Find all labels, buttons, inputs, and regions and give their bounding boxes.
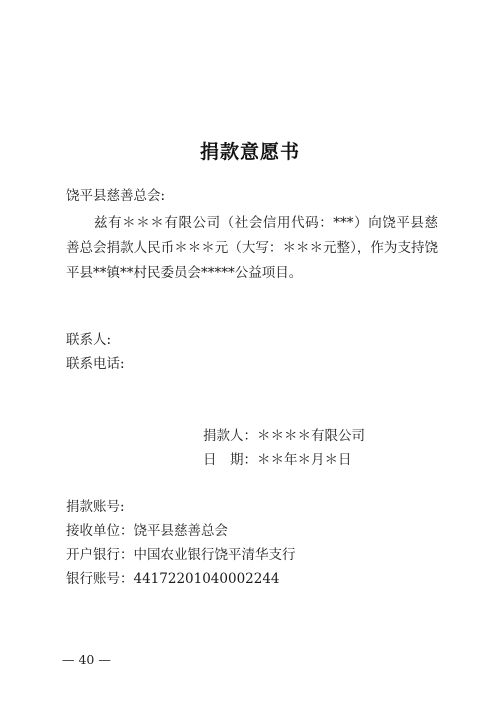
body-paragraph: 兹有＊＊＊有限公司（社会信用代码：***）向饶平县慈善总会捐款人民币＊＊＊元（大写：＊＊＊元整），作为支持饶平县**镇**村民委员会*****公益项目。	[66, 215, 438, 281]
contact-phone-label: 联系电话:	[66, 356, 125, 372]
salutation: 饶平县慈善总会:	[66, 188, 166, 204]
receiver-line: 接收单位：饶平县慈善总会	[66, 523, 228, 539]
contact-person-label: 联系人:	[66, 332, 112, 348]
donor-line: 捐款人：＊＊＊＊有限公司	[203, 428, 365, 444]
bank-line: 开户银行：中国农业银行饶平清华支行	[66, 547, 296, 563]
date-line: 日 期：＊＊年＊月＊日	[203, 452, 352, 468]
account-header: 捐款账号:	[66, 499, 125, 515]
account-number-line: 银行账号：44172201040002244	[66, 571, 280, 587]
document-title: 捐款意愿书	[199, 141, 300, 163]
page-number: — 40 —	[62, 652, 111, 667]
